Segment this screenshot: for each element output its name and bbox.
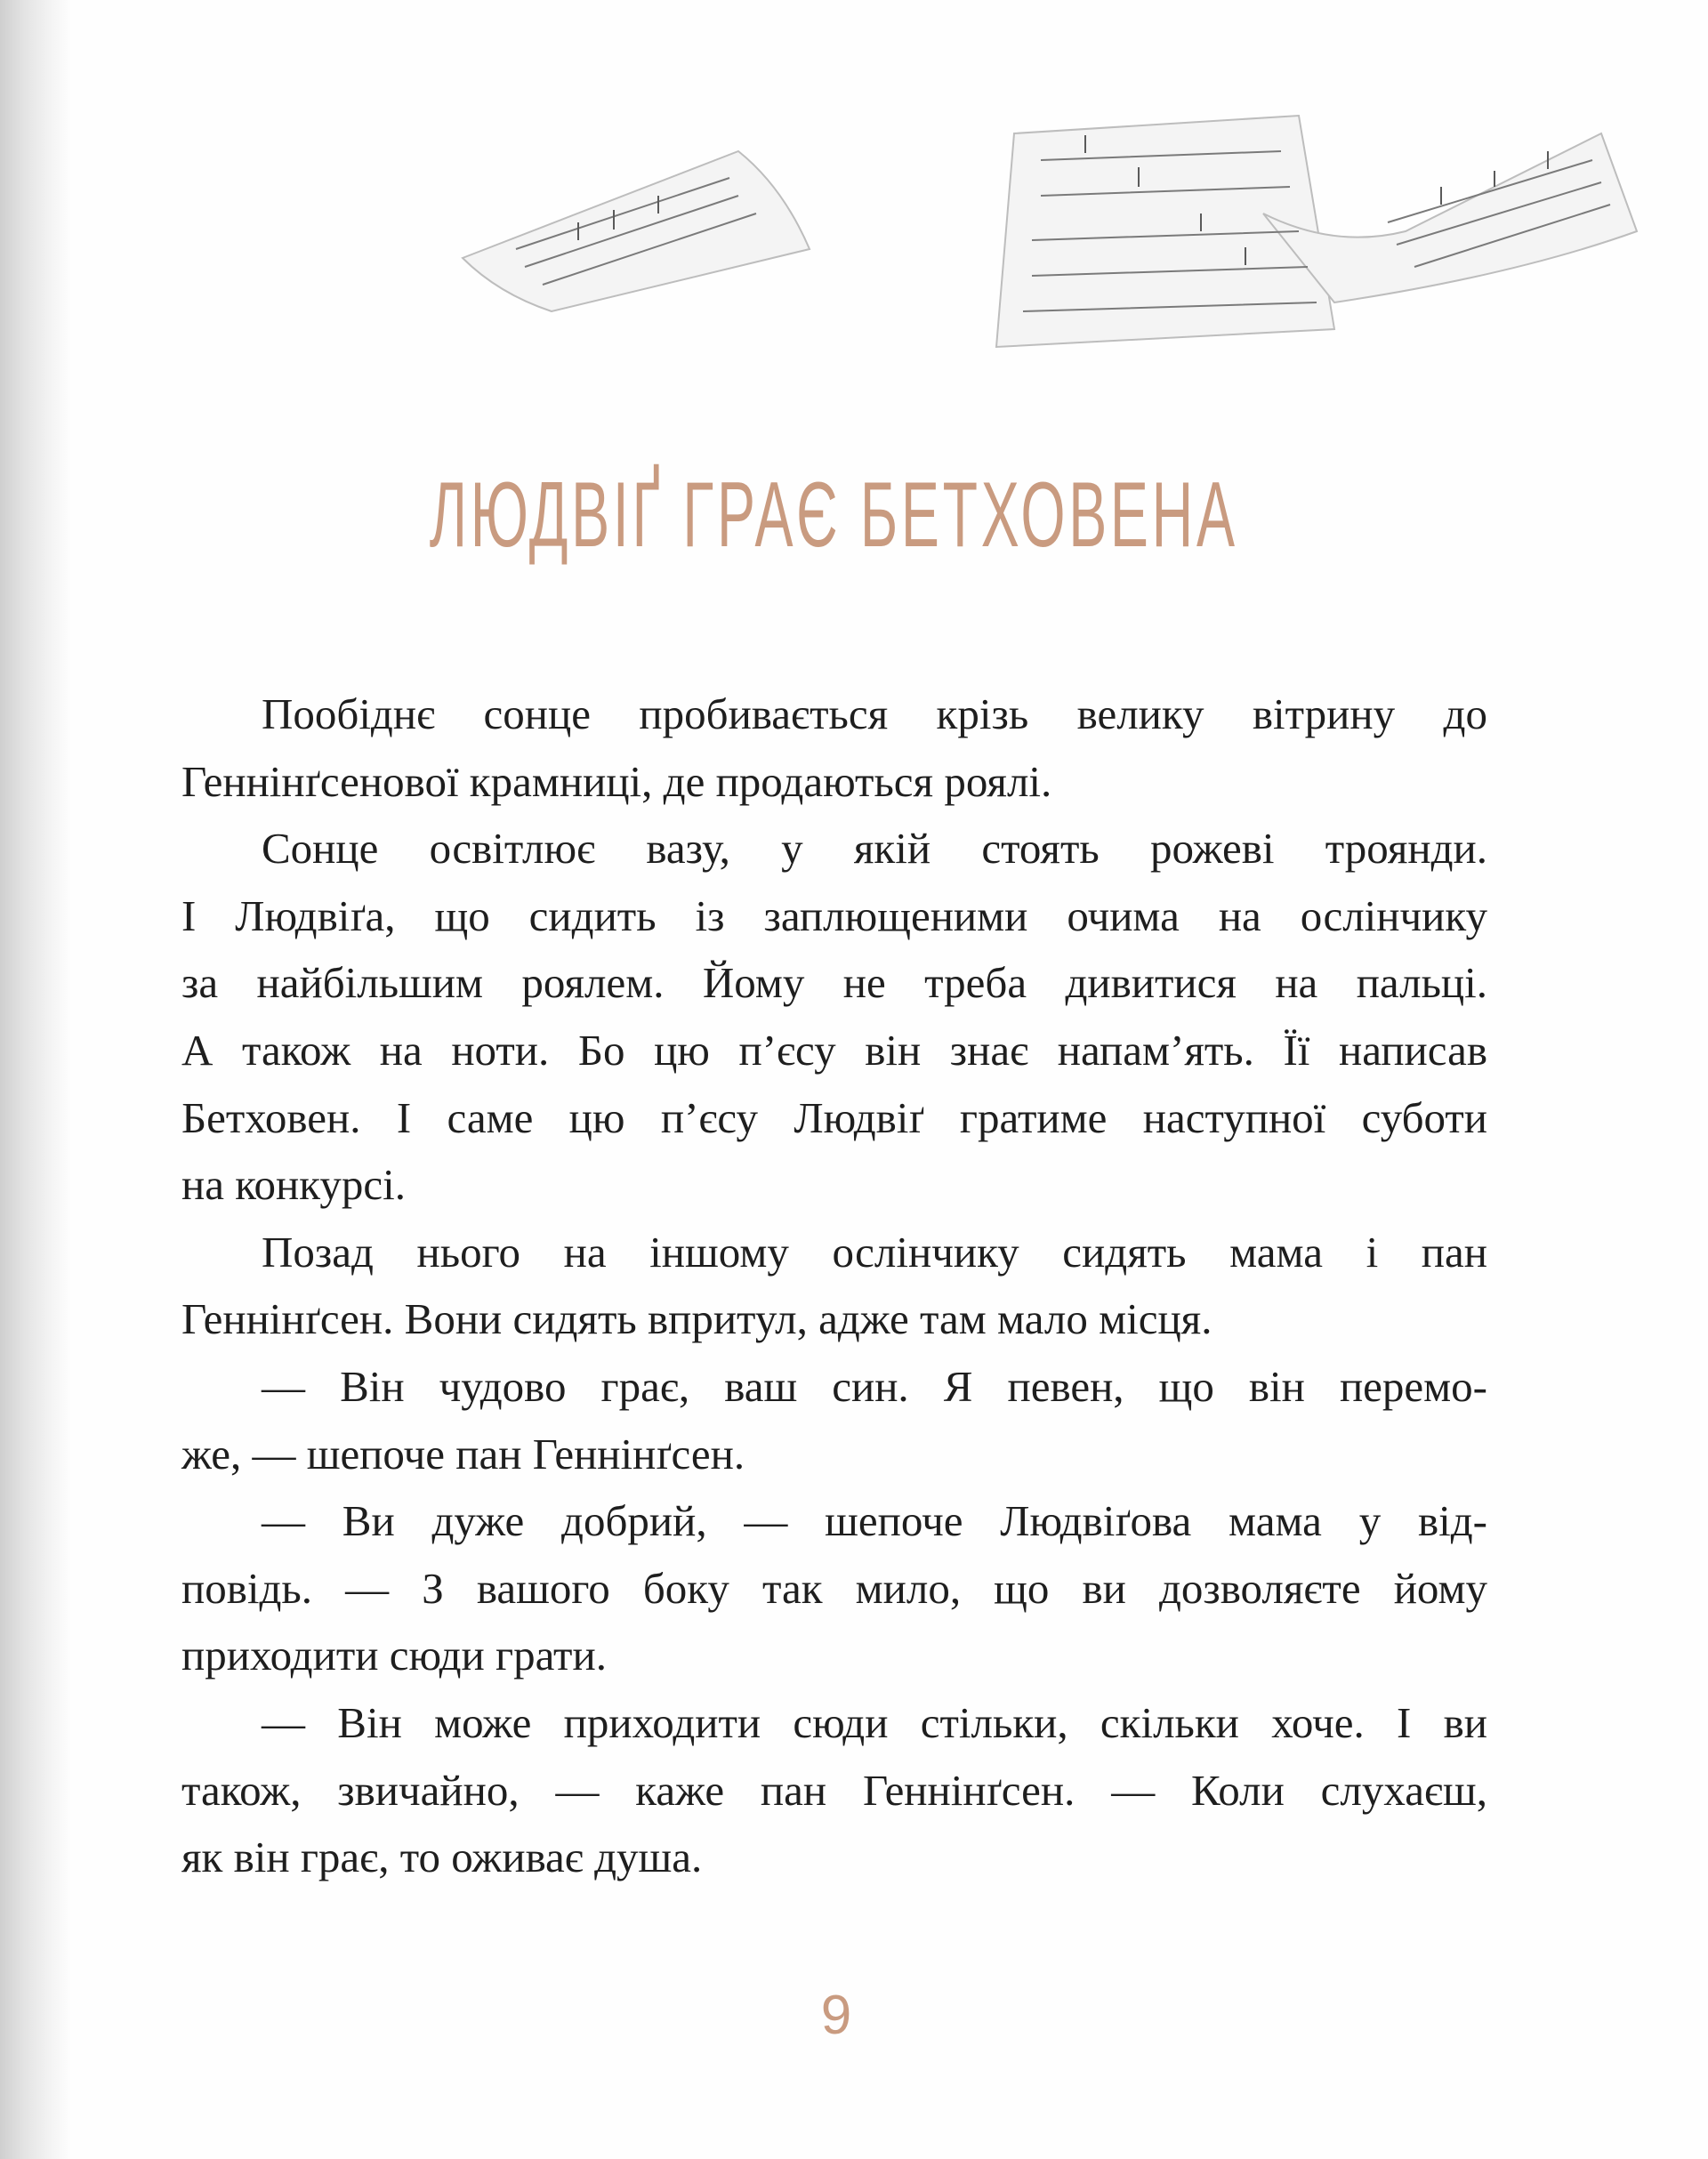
sheet-music-illustration bbox=[445, 98, 1708, 365]
text-line: Сонце освітлює вазу, у якій стоять рожеві троянди. bbox=[262, 824, 1487, 874]
text-line: же, — шепоче пан Геннінґсен. bbox=[181, 1429, 745, 1478]
text-line: як він грає, то оживає душа. bbox=[181, 1833, 703, 1882]
page-edge-texture bbox=[0, 0, 71, 2159]
text-line: — Ви дуже добрий, — шепоче Людвіґова мама у від- bbox=[262, 1496, 1487, 1546]
body-text bbox=[181, 681, 1487, 1891]
text-line: Бетховен. І саме цю п’єсу Людвіґ гратиме наступної суботи bbox=[181, 1092, 1487, 1142]
text-line: Позад нього на іншому ослінчику сидять мама і пан bbox=[262, 1227, 1487, 1277]
page-number: 9 bbox=[820, 1985, 852, 2046]
text-line: А також на ноти. Бо цю п’єсу він знає напам’ять. Її написав bbox=[181, 1025, 1487, 1075]
text-line: повідь. — З вашого боку так мило, що ви дозволяєте йому bbox=[181, 1563, 1487, 1613]
text-line: Геннінґсен. Вони сидять впритул, адже там мало місця. bbox=[181, 1294, 1213, 1344]
text-line: І Людвіґа, що сидить із заплющеними очима на ослінчику bbox=[181, 890, 1487, 940]
chapter-title: ЛЮДВІҐ ГРАЄ БЕТХОВЕНА bbox=[429, 463, 1238, 567]
text-line: Геннінґсенової крамниці, де продаються роялі. bbox=[181, 756, 1052, 806]
text-line: приходити сюди грати. bbox=[181, 1631, 607, 1680]
text-line: також, звичайно, — каже пан Геннінґсен. — Коли слухаєш, bbox=[181, 1765, 1487, 1815]
text-line: за найбільшим роялем. Йому не треба дивитися на пальці. bbox=[181, 958, 1487, 1008]
text-line: — Він може приходити сюди стільки, скільки хоче. І ви bbox=[262, 1697, 1487, 1747]
text-line: — Він чудово грає, ваш син. Я певен, що він перемо- bbox=[262, 1361, 1487, 1411]
text-line: Пообіднє сонце пробивається крізь велику вітрину до bbox=[262, 689, 1487, 738]
text-line: на конкурсі. bbox=[181, 1160, 406, 1210]
